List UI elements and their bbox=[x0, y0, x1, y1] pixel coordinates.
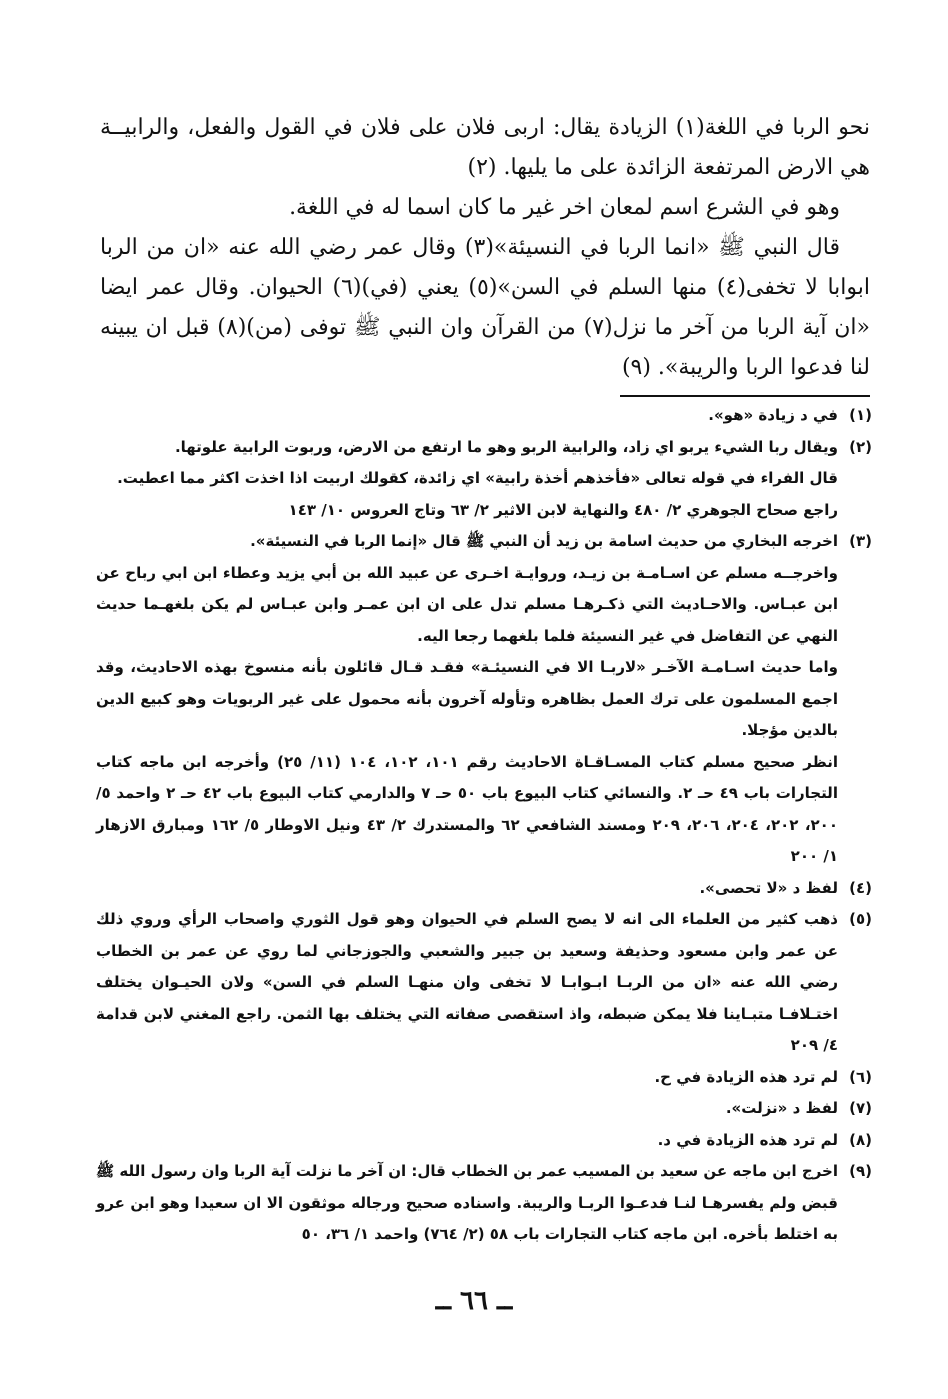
footnote-text: في د زيادة «هو». bbox=[708, 406, 838, 424]
footnote bbox=[96, 904, 872, 1062]
footnote bbox=[96, 432, 872, 527]
footnote-text: قال الفراء في قوله تعالى «فأخذهم أخذة رابية» اي زائدة، كقولك اربيت اذا اخذت اكثر مما اعطيت. bbox=[117, 469, 838, 487]
footnote bbox=[96, 873, 872, 905]
page-number: ــ ٦٦ ــ bbox=[435, 1286, 513, 1316]
footnote-text: لفظ د «لا تحصى». bbox=[699, 878, 838, 897]
footnote-number: (٥) bbox=[849, 910, 872, 928]
footnote-text: لم ترد هذه الزيادة في ح. bbox=[654, 1067, 838, 1086]
footnote bbox=[96, 1062, 872, 1094]
footnote-number: (١) bbox=[849, 406, 872, 424]
footnote-text: ذهب كثير من العلماء الى انه لا يصح السلم في الحيوان وهو قول الثوري واصحاب الرأي وروي ذلك عن عمر وابن مسعود وحذيفة وسعيد بن جبير والشعبي والجوزجاني لما روي عن عمر بن الخطاب رضي الله عنه «ان من الربـا ابـوابـا لا تخفى وان منهـا السلم في السن» ولان الحيـوان يختلف اختـلافـا متبـاينا فلا يمكن ضبطه، واذ استقصى صفاته التي يختلف بها الثمن. راجع المغني لابن قدامة ٤/ ٢٠٩ bbox=[96, 910, 838, 1054]
footnote-number: (٤) bbox=[849, 878, 872, 897]
footnote-number: (٢) bbox=[849, 437, 872, 456]
footnote-number: (٦) bbox=[849, 1067, 872, 1086]
footnote bbox=[96, 1125, 872, 1157]
footnote-number: (٨) bbox=[849, 1130, 872, 1149]
footnote-number: (٣) bbox=[849, 532, 872, 550]
footnote-number: (٧) bbox=[849, 1099, 872, 1117]
main-paragraph: وهو في الشرع اسم لمعان اخر غير ما كان اسما له في اللغة. bbox=[289, 195, 840, 220]
footnote bbox=[96, 1093, 872, 1125]
footnote-text: لم ترد هذه الزيادة في د. bbox=[657, 1130, 838, 1149]
main-paragraph: نحو الربا في اللغة(١) الزيادة يقال: اربى فلان على فلان في القول والفعل، والرابيــة هي الارض المرتفعة الزائدة على ما يليها. (٢) bbox=[100, 115, 870, 180]
footnote-text: انظر صحيح مسلم كتاب المسـاقـاة الاحاديث رقم ١٠١، ١٠٢، ١٠٤ (١١/ ٢٥) وأخرجه ابن ماجه كتاب التجارات باب ٤٩ حـ ٢. والنسائي كتاب البيوع باب ٥٠ حـ ٧ والدارمي كتاب البيوع باب ٤٢ حـ ٢ واحمد ٥/ ٢٠٠، ٢٠٢، ٢٠٤، ٢٠٦، ٢٠٩ ومسند الشافعي ٦٢ والمستدرك ٢/ ٤٣ ونيل الاوطار ٥/ ١٦٢ ومبارق الازهار ١/ ٢٠٠ bbox=[96, 752, 838, 865]
footnotes bbox=[96, 400, 872, 1251]
main-paragraph: قال النبي ﷺ «انما الربا في النسيئة»(٣) وقال عمر رضي الله عنه «ان من الربا ابوابا لا تخفى(٤) منها السلم في السن»(٥) يعني (في)(٦) الحيوان. وقال عمر ايضا «ان آية الربا من آخر ما نزل(٧) من القرآن وان النبي ﷺ توفى (من)(٨) قبل ان يبينه لنا فدعوا الربا والريبة». (٩) bbox=[100, 235, 870, 380]
footnote bbox=[96, 400, 872, 432]
main-text bbox=[100, 108, 870, 388]
footnote-number: (٩) bbox=[849, 1162, 872, 1180]
footnote bbox=[96, 1156, 872, 1251]
footnote-text: لفظ د «نزلت». bbox=[725, 1099, 838, 1117]
footnote-text: واما حديث اسـامـة الآخـر «لاربـا الا في النسيئـة» فقـد قـال قائلون بأنه منسوخ بهذه الاحاديث، وقد اجمع المسلمون على ترك العمل بظاهره وتأوله آخرون بأنه محمول على غير الربويات وهو كبيع الدين بالدين مؤجلا. bbox=[96, 658, 838, 739]
footnote-text: اخرجه البخاري من حديث اسامة بن زيد أن النبي ﷺ قال «إنما الربا في النسيئة». bbox=[250, 532, 838, 550]
footnote-text: واخرجــه مسلم عن اسـامـة بن زيـد، وروايـة اخـرى عن عبيد الله بن أبي يزيد وعطاء ابن ابي رباح عن ابن عبـاس. والاحـاديث التي ذكـرهـا مسلم تدل على ان ابن عمـر وابن عبـاس لم يكن بلغهـما حديث النهي عن التفاضل في غير النسيئة فلما بلغهما رجعا اليه. bbox=[96, 563, 838, 645]
footnote-text: راجع صحاح الجوهري ٢/ ٤٨٠ والنهاية لابن الاثير ٢/ ٦٣ وتاج العروس ١٠/ ١٤٣ bbox=[288, 500, 838, 519]
footnote-separator bbox=[620, 395, 870, 397]
footnote bbox=[96, 526, 872, 873]
footnote-text: ويقال ربا الشيء يربو اي زاد، والرابية الربو وهو ما ارتفع من الارض، وربوت الرابية علوتها. bbox=[174, 437, 838, 456]
footnote-text: اخرج ابن ماجه عن سعيد بن المسيب عمر بن الخطاب قال: ان آخر ما نزلت آية الربا وان رسول الله ﷺ قبض ولم يفسرهـا لنـا فدعـوا الربـا والريبة. واسناده صحيح ورجاله موثقون الا ان سعيدا وهو ابن عرو به اختلط بأخره. ابن ماجه كتاب التجارات باب ٥٨ (٢/ ٧٦٤) واحمد ١/ ٣٦، ٥٠ bbox=[96, 1162, 838, 1243]
